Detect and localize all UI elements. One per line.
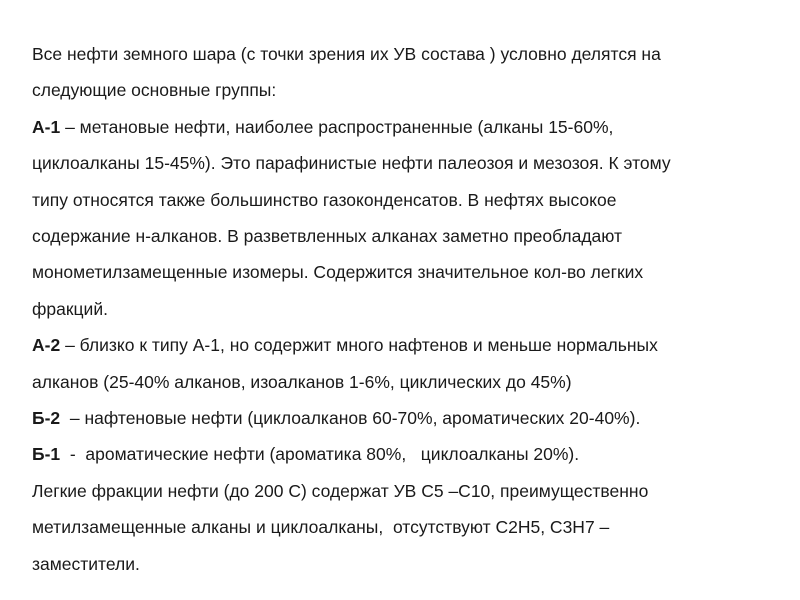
paragraph-a1-line-2: циклоалканы 15-45%). Это парафинистые нефти палеозоя и мезозоя. К этому — [32, 153, 671, 174]
paragraph-a1-line-3: типу относятся также большинство газоконденсатов. В нефтях высокое — [32, 189, 617, 210]
paragraph-a1-line-5: монометилзамещенные изомеры. Содержится значительное кол-во легких — [32, 262, 644, 283]
paragraph-a1-line-6: фракций. — [32, 298, 108, 319]
group-b2-label: Б-2 — [32, 408, 61, 429]
group-b1-text: - ароматические нефти (ароматика 80%, циклоалканы 20%). — [60, 444, 580, 465]
text-body — [32, 36, 772, 582]
paragraph-b2-line-1 — [32, 400, 772, 436]
light-fractions-line-2: метилзамещенные алканы и циклоалканы, отсутствуют С2Н5, С3Н7 – — [32, 517, 610, 538]
paragraph-a1-line-4: содержание н-алканов. В разветвленных алканах заметно преобладают — [32, 226, 623, 247]
paragraph-a2-line-1 — [32, 327, 772, 363]
intro-line-1: Все нефти земного шара (с точки зрения их УВ состава ) условно делятся на — [32, 44, 661, 64]
intro-line-2: следующие основные группы: — [32, 80, 277, 101]
paragraph-b1-line-1 — [32, 436, 772, 472]
paragraph-a2-line-2: алканов (25-40% алканов, изоалканов 1-6%, циклических до 45%) — [32, 371, 572, 392]
group-b2-text: – нафтеновые нефти (циклоалканов 60-70%, ароматических 20-40%). — [60, 408, 641, 429]
group-a1-text: – метановые нефти, наиболее распространенные (алканы 15-60%, — [60, 116, 614, 137]
group-a2-text: – близко к типу А-1, но содержит много нафтенов и меньше нормальных — [60, 335, 658, 356]
group-a1-label: А-1 — [32, 116, 61, 137]
light-fractions-line-3: заместители. — [32, 553, 140, 574]
group-b1-label: Б-1 — [32, 444, 61, 465]
group-a2-label: А-2 — [32, 335, 61, 356]
light-fractions-line-1: Легкие фракции нефти (до 200 С) содержат УВ С5 –С10, преимущественно — [32, 480, 649, 501]
paragraph-a1-line-1 — [32, 109, 772, 145]
